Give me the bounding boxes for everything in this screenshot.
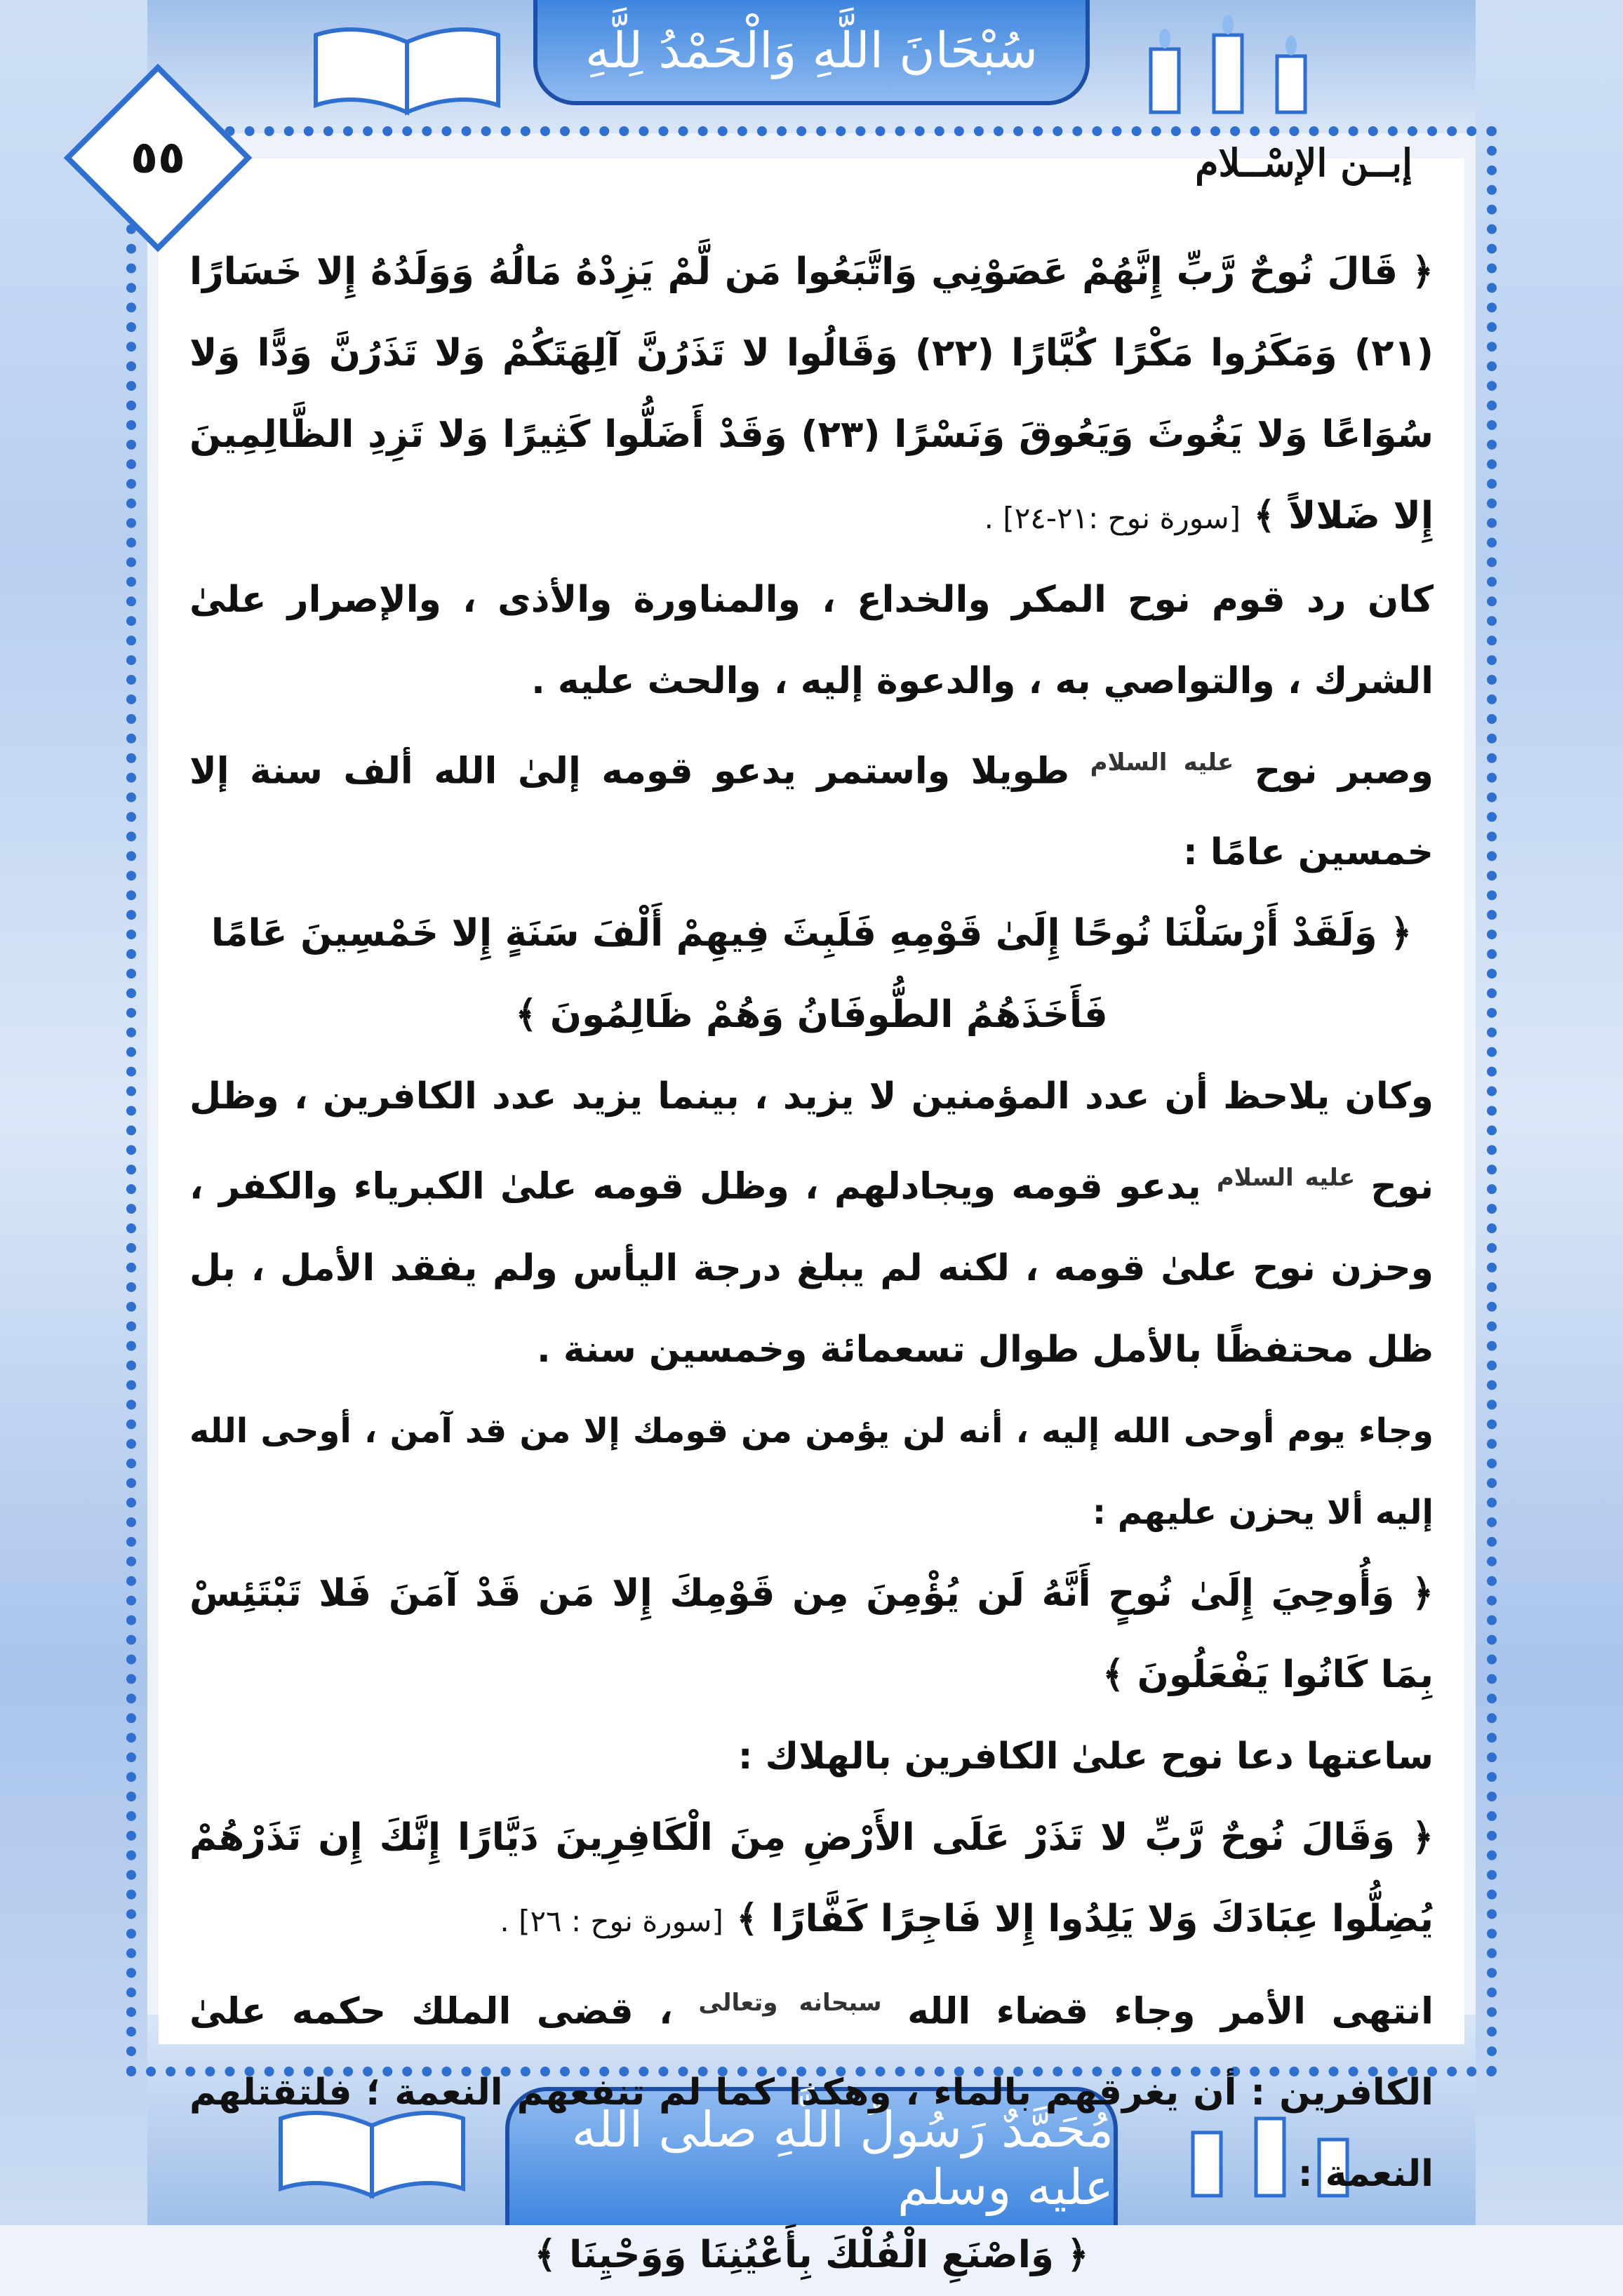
paragraph-5-part-b: يدعو قومه ويجادلهم ، وظل قومه علىٰ الكبرياء والكفر ، وحزن نوح علىٰ قومه ، لكنه لم يبلغ درجة اليأس ولم يفقد الأمل ، بل ظل محتفظًا بالأمل طوال تسعمائة وخمسين سنة .	[189, 1165, 1434, 1371]
verse-4-reference: [سورة نوح : ٢٦] .	[500, 1903, 723, 1938]
paragraph-10	[189, 1962, 1434, 2215]
paragraph-8: ساعتها دعا نوح علىٰ الكافرين بالهلاك :	[737, 1735, 1434, 1778]
paragraph-3	[189, 722, 1434, 893]
bottom-banner-text: مُحَمَّدٌ رَسُولُ اللَّهِ صلى الله عليه وسلم	[571, 2100, 1114, 2216]
candles-icon	[1123, 14, 1333, 119]
top-banner	[533, 0, 1090, 105]
verse-1	[189, 231, 1434, 559]
paragraph-5-part-a: وكان يلاحظ أن عدد المؤمنين لا يزيد ، بينما يزيد عدد الكافرين ، وظل نوح	[189, 1075, 1434, 1208]
honorific-mark: عليه السلام	[1090, 748, 1234, 777]
paragraph-5	[189, 1056, 1434, 1390]
left-decoration	[0, 0, 147, 2225]
page-number: ٥٥	[130, 132, 186, 184]
verse-2: ﴿ وَلَقَدْ أَرْسَلْنَا نُوحًا إِلَىٰ قَوْمِهِ فَلَبِثَ فِيهِمْ أَلْفَ سَنَةٍ إِلا خَمْسِينَ عَامًا فَأَخَذَهُمُ الطُّوفَانُ وَهُمْ ظَالِمُونَ ﴾	[211, 912, 1412, 1037]
paragraph-3-part-b: طويلا واستمر يدعو قومه إلىٰ الله ألف سنة إلا خمسين عامًا :	[189, 750, 1434, 874]
page-body	[189, 231, 1434, 2296]
honorific-mark: سبحانه وتعالى	[698, 1988, 882, 2017]
verse-1-text: ﴿ قَالَ نُوحٌ رَّبِّ إِنَّهُمْ عَصَوْنِي وَاتَّبَعُوا مَن لَّمْ يَزِدْهُ مَالُهُ وَوَلَدُهُ إِلا خَسَارًا (٢١) وَمَكَرُوا مَكْرًا كُبَّارًا (٢٢) وَقَالُوا لا تَذَرُنَّ آلِهَتَكُمْ وَلا تَذَرُنَّ وَدًّا وَلا سُوَاعًا وَلا يَغُوثَ وَيَعُوقَ وَنَسْرًا (٢٣) وَقَدْ أَضَلُّوا كَثِيرًا وَلا تَزِدِ الظَّالِمِينَ إِلا ضَلالاً ﴾	[189, 250, 1434, 537]
verse-3: ﴿ وَأُوحِيَ إِلَىٰ نُوحٍ أَنَّهُ لَن يُؤْمِنَ مِن قَوْمِكَ إِلا مَن قَدْ آمَنَ فَلا تَبْتَئِسْ بِمَا كَانُوا يَفْعَلُونَ ﴾	[189, 1571, 1434, 1696]
open-book-icon	[302, 14, 512, 119]
paragraph-6: وجاء يوم أوحى الله إليه ، أنه لن يؤمن من قومك إلا من قد آمن ، أوحى الله إليه ألا يحزن عليهم :	[189, 1411, 1434, 1532]
paragraph-3-part-a: وصبر نوح	[1254, 750, 1434, 793]
verse-4-text: ﴿ وَقَالَ نُوحٌ رَّبِّ لا تَذَرْ عَلَى الأَرْضِ مِنَ الْكَافِرِينَ دَيَّارًا إِنَّكَ إِن تَذَرْهُمْ يُضِلُّوا عِبَادَكَ وَلا يَلِدُوا إِلا فَاجِرًا كَفَّارًا ﴾	[189, 1815, 1434, 1940]
verse-1-reference: [سورة نوح :٢١-٢٤] .	[984, 501, 1241, 535]
paragraph-10-part-a: انتهى الأمر وجاء قضاء الله	[907, 1989, 1434, 2032]
running-header: إبــن الإسْــلام	[1195, 140, 1412, 185]
honorific-mark: عليه السلام	[1216, 1164, 1356, 1193]
verse-5: ﴿ وَاصْنَعِ الْفُلْكَ بِأَعْيُنِنَا وَوَحْيِنَا ﴾	[534, 2233, 1089, 2276]
banner-text: سُبْحَانَ اللَّهِ وَالْحَمْدُ لِلَّهِ	[585, 22, 1038, 79]
verse-4	[189, 1797, 1434, 1962]
paragraph-10-part-b: ، قضى الملك حكمه علىٰ الكافرين : أن يغرقهم بالماء ، وهكذا كما لم تنفعهم النعمة ؛ فلتقتلهم النعمة :	[189, 1989, 1434, 2195]
paragraph-2: كان رد قوم نوح المكر والخداع ، والمناورة والأذى ، والإصرار علىٰ الشرك ، والتواصي به ، والدعوة إليه ، والحث عليه .	[189, 579, 1434, 702]
right-decoration	[1476, 0, 1623, 2225]
